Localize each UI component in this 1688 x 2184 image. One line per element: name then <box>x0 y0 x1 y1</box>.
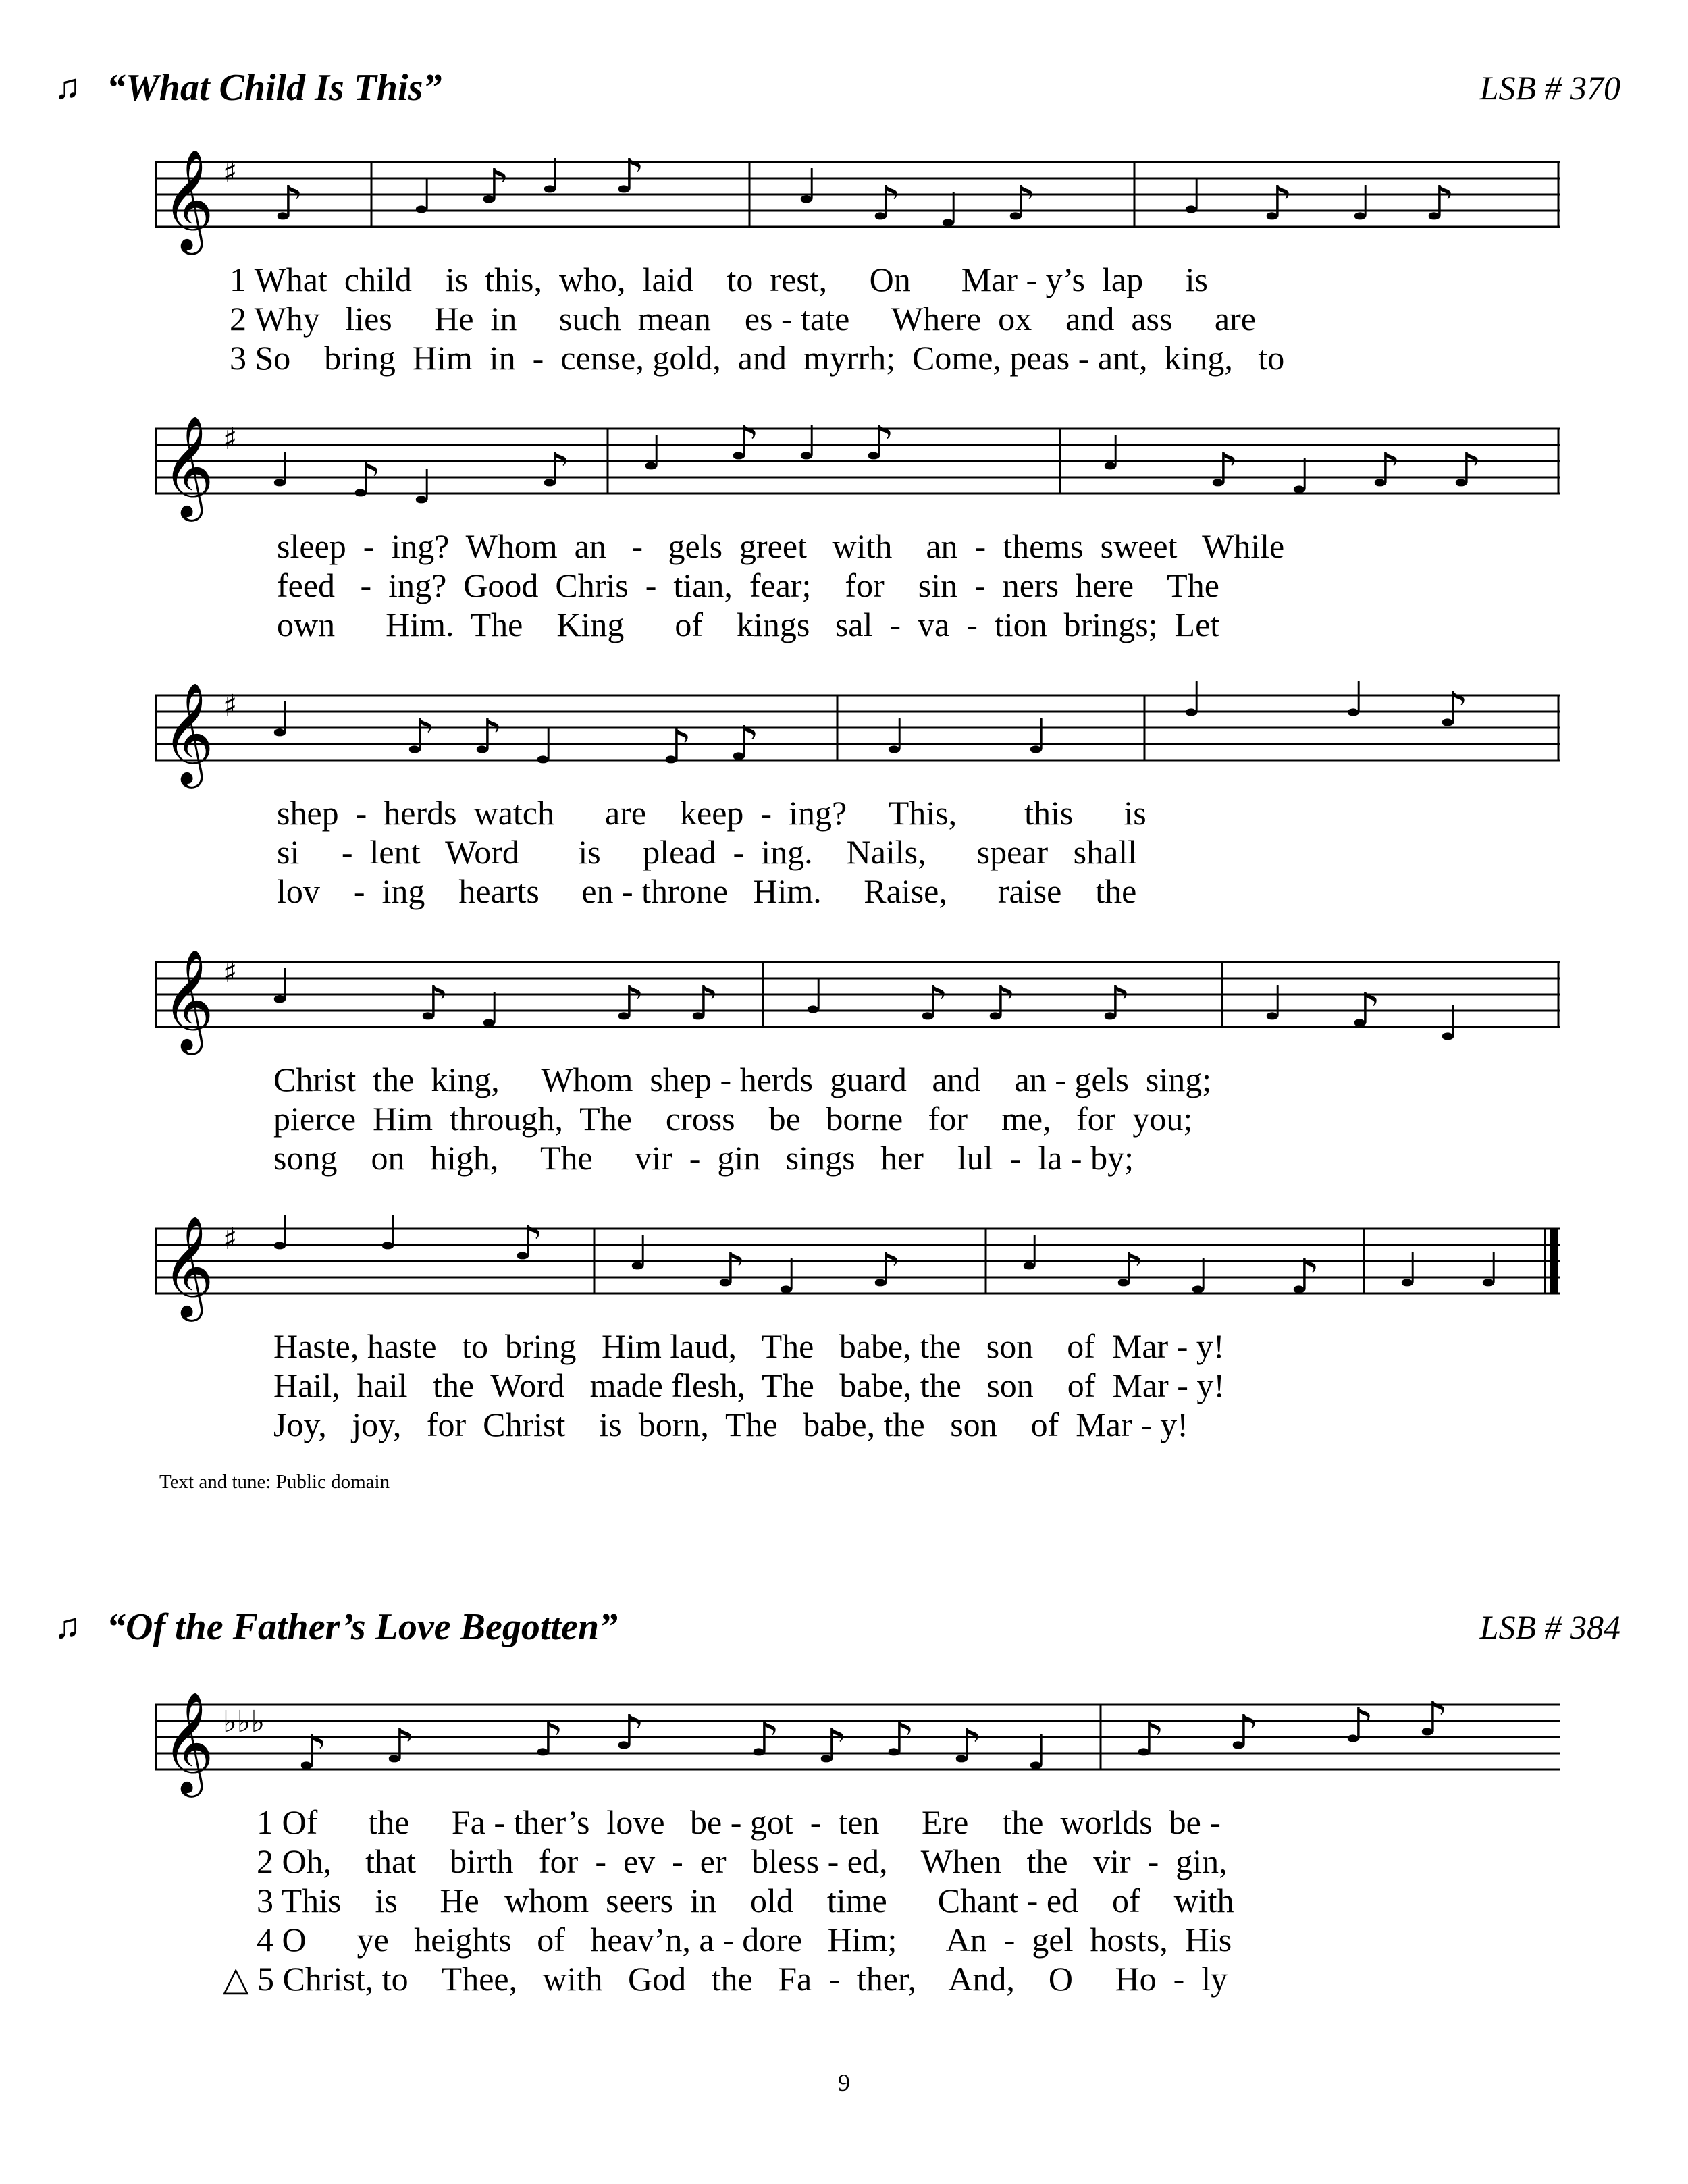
treble-clef-icon: 𝄞 <box>162 948 214 1050</box>
svg-text:♩: ♩ <box>1290 449 1313 504</box>
svg-text:♪: ♪ <box>419 976 449 1031</box>
lyric-line: lov - ing hearts en - throne Him. Raise, raise the <box>277 872 1137 910</box>
svg-text:♪: ♪ <box>1290 1249 1320 1304</box>
svg-text:♩: ♩ <box>270 959 293 1014</box>
svg-text:♩: ♩ <box>412 169 435 224</box>
svg-text:♪: ♪ <box>1114 1242 1144 1298</box>
svg-text:♩: ♩ <box>1263 976 1286 1031</box>
svg-text:♩: ♩ <box>641 425 664 481</box>
lyric-line: △ 5 Christ, to Thee, with God the Fa - ther, And, O Ho - ly <box>223 1960 1228 1998</box>
svg-text:♪: ♪ <box>1101 976 1131 1031</box>
hymn-1-title: “What Child Is This” <box>107 67 442 109</box>
svg-text:♪: ♪ <box>1006 176 1036 231</box>
svg-text:♪: ♪ <box>1452 442 1482 498</box>
page-number: 9 <box>838 2069 850 2096</box>
svg-text:♪: ♪ <box>918 976 949 1031</box>
lyric-line: Joy, joy, for Christ is born, The babe, the son of Mar - y! <box>273 1406 1188 1443</box>
svg-text:♪: ♪ <box>297 1725 327 1780</box>
staff <box>155 395 1560 537</box>
svg-text:♩: ♩ <box>628 1225 651 1281</box>
final-barline <box>1550 1229 1558 1294</box>
hymn-1-credit: Text and tune: Public domain <box>159 1471 390 1493</box>
lyric-line: si - lent Word is plead - ing. Nails, spear shall <box>277 833 1138 871</box>
svg-text:♩: ♩ <box>1101 425 1124 481</box>
svg-text:♪: ♪ <box>716 1242 746 1298</box>
treble-clef-icon: 𝄞 <box>162 1690 214 1793</box>
svg-text:♩: ♩ <box>1350 176 1373 231</box>
svg-text:♩: ♩ <box>1020 1225 1043 1281</box>
svg-text:♩: ♩ <box>1438 996 1461 1051</box>
svg-text:♪: ♪ <box>540 442 571 498</box>
svg-text:♪: ♪ <box>864 415 895 471</box>
lyric-line: pierce Him through, The cross be borne for me, for you; <box>273 1100 1193 1138</box>
svg-text:♪: ♪ <box>1438 682 1469 737</box>
svg-text:♩: ♩ <box>1182 169 1205 224</box>
svg-text:♪: ♪ <box>952 1718 982 1774</box>
svg-text:♩: ♩ <box>540 149 563 204</box>
lyric-line: own Him. The King of kings sal - va - tion brings; Let <box>277 606 1220 643</box>
lyric-line: Hail, hail the Word made flesh, The babe, the son of Mar - y! <box>273 1366 1225 1404</box>
svg-text:♪: ♪ <box>1134 1711 1165 1767</box>
svg-text:♩: ♩ <box>797 159 820 214</box>
svg-text:♪: ♪ <box>817 1718 847 1774</box>
svg-text:♪: ♪ <box>689 976 719 1031</box>
treble-clef-icon: 𝄞 <box>162 415 214 517</box>
svg-text:♩: ♩ <box>1182 672 1205 727</box>
svg-text:♩: ♩ <box>797 415 820 471</box>
svg-text:♪: ♪ <box>351 452 381 508</box>
svg-text:♪: ♪ <box>614 1705 645 1760</box>
svg-text:♩: ♩ <box>533 719 556 774</box>
svg-text:♪: ♪ <box>513 1215 544 1271</box>
lyric-line: feed - ing? Good Chris - tian, fear; for sin - ners here The <box>277 566 1219 604</box>
svg-text:♩: ♩ <box>939 182 961 238</box>
svg-text:♩: ♩ <box>1479 1242 1502 1298</box>
svg-text:♪: ♪ <box>273 176 304 231</box>
lyric-line: 3 So bring Him in - cense, gold, and myrrh; Come, peas - ant, king, to <box>230 339 1285 377</box>
svg-text:♪: ♪ <box>662 719 692 774</box>
music-note-icon: ♫ <box>54 68 80 107</box>
svg-text:♪: ♪ <box>729 415 760 471</box>
svg-text:♩: ♩ <box>479 982 502 1038</box>
svg-text:♪: ♪ <box>885 1711 915 1767</box>
svg-text:♪: ♪ <box>1344 1698 1374 1753</box>
lyric-line: song on high, The vir - gin sings her lul - la - by; <box>273 1139 1134 1177</box>
svg-text:♪: ♪ <box>1418 1691 1448 1747</box>
hymn-2-reference: LSB # 384 <box>1479 1608 1620 1646</box>
hymn-1-header <box>54 61 1620 115</box>
lyric-line: Haste, haste to bring Him laud, The babe, the son of Mar - y! <box>273 1327 1225 1365</box>
svg-text:♩: ♩ <box>412 459 435 514</box>
lyric-line: sleep - ing? Whom an - gels greet with an - thems sweet While <box>277 527 1285 565</box>
music-note-icon: ♫ <box>54 1607 80 1646</box>
lyric-line: 1 What child is this, who, laid to rest, On Mar - y’s lap is <box>230 261 1208 298</box>
svg-text:♩: ♩ <box>885 709 907 764</box>
svg-text:♩: ♩ <box>1026 1725 1049 1780</box>
lyric-line: Christ the king, Whom shep - herds guard and an - gels sing; <box>273 1061 1212 1098</box>
lyric-line: 1 Of the Fa - ther’s love be - got - ten Ere the worlds be - <box>257 1803 1221 1841</box>
svg-text:♩: ♩ <box>1344 672 1367 727</box>
staff <box>155 1671 1560 1813</box>
svg-text:♪: ♪ <box>986 976 1016 1031</box>
svg-text:♩: ♩ <box>270 442 293 498</box>
svg-text:♪: ♪ <box>405 709 436 764</box>
sharp-key-signature-icon: ♯ <box>223 155 238 190</box>
svg-text:♪: ♪ <box>1350 982 1381 1038</box>
svg-text:♩: ♩ <box>1398 1242 1421 1298</box>
staff <box>155 928 1560 1070</box>
svg-text:♪: ♪ <box>479 159 510 214</box>
svg-text:♩: ♩ <box>1026 709 1049 764</box>
lyric-line: 4 O ye heights of heav’n, a - dore Him; An - gel hosts, His <box>257 1921 1232 1959</box>
svg-text:♪: ♪ <box>871 1242 901 1298</box>
svg-text:♪: ♪ <box>729 716 760 771</box>
staff <box>155 662 1560 803</box>
lyric-line: shep - herds watch are keep - ing? This, this is <box>277 794 1146 832</box>
svg-text:♪: ♪ <box>749 1711 780 1767</box>
svg-text:♪: ♪ <box>1209 442 1239 498</box>
svg-text:♪: ♪ <box>614 149 645 204</box>
sharp-key-signature-icon: ♯ <box>223 689 238 723</box>
svg-text:♪: ♪ <box>1371 442 1401 498</box>
svg-text:♪: ♪ <box>533 1711 564 1767</box>
staff <box>155 128 1560 270</box>
svg-text:♩: ♩ <box>270 1205 293 1260</box>
lyric-line: 2 Oh, that birth for - ev - er bless - ed, When the vir - gin, <box>257 1842 1228 1880</box>
svg-text:♩: ♩ <box>270 692 293 747</box>
flat-key-signature-icon: ♭♭♭ <box>223 1705 265 1739</box>
sharp-key-signature-icon: ♯ <box>223 422 238 456</box>
svg-text:♪: ♪ <box>1425 176 1455 231</box>
lyric-line: 2 Why lies He in such mean es - tate Where ox and ass are <box>230 300 1256 338</box>
svg-text:♪: ♪ <box>614 976 645 1031</box>
hymn-1-reference: LSB # 370 <box>1479 69 1620 107</box>
svg-text:♪: ♪ <box>473 709 503 764</box>
svg-text:♩: ♩ <box>803 969 826 1024</box>
svg-text:♪: ♪ <box>1229 1705 1259 1760</box>
svg-text:♪: ♪ <box>385 1718 415 1774</box>
svg-text:♩: ♩ <box>378 1205 401 1260</box>
svg-text:♩: ♩ <box>1188 1249 1211 1304</box>
svg-text:♪: ♪ <box>1263 176 1293 231</box>
sharp-key-signature-icon: ♯ <box>223 955 238 990</box>
hymn-2-header <box>54 1600 1620 1654</box>
treble-clef-icon: 𝄞 <box>162 681 214 784</box>
svg-text:♪: ♪ <box>871 176 901 231</box>
hymn-2-title: “Of the Father’s Love Begotten” <box>107 1606 618 1648</box>
staff <box>155 1195 1560 1337</box>
sharp-key-signature-icon: ♯ <box>223 1222 238 1256</box>
svg-text:♩: ♩ <box>776 1249 799 1304</box>
lyric-line: 3 This is He whom seers in old time Chant - ed of with <box>257 1882 1234 1919</box>
treble-clef-icon: 𝄞 <box>162 148 214 250</box>
treble-clef-icon: 𝄞 <box>162 1215 214 1317</box>
